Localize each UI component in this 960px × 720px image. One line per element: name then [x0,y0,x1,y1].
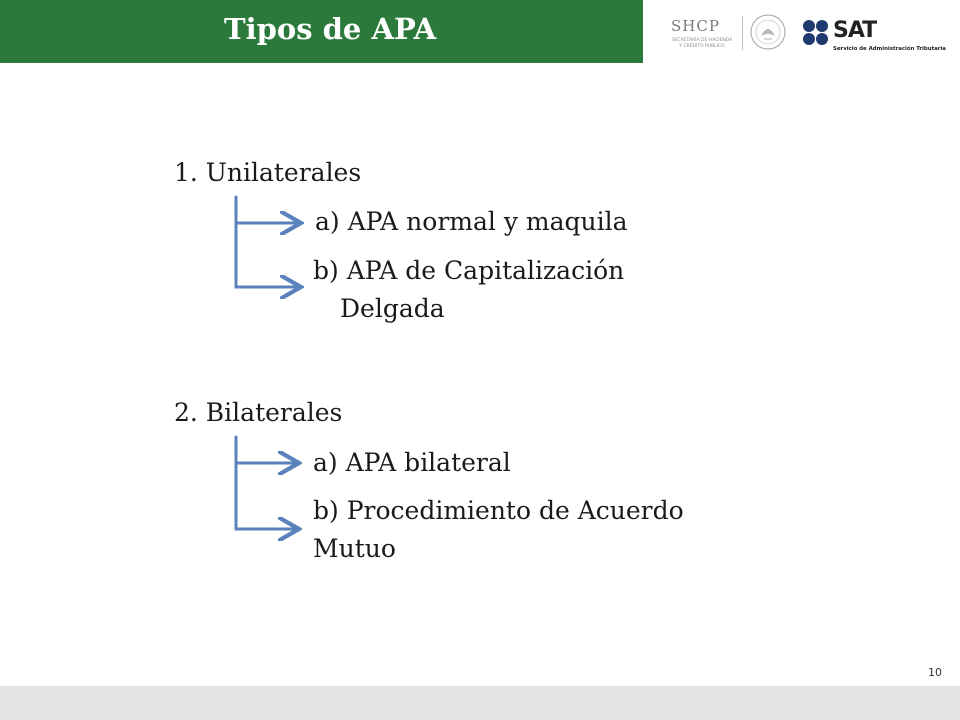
group-heading-unilaterales: 1. Unilaterales [174,158,362,187]
shcp-logo-subtitle: SECRETARÍA DE HACIENDA Y CRÉDITO PÚBLICO [671,38,733,49]
sat-logo-text: SAT [833,18,877,43]
list-item-apa-capitalizacion-cont: Delgada [340,294,445,323]
list-item-procedimiento: b) Procedimiento de Acuerdo [313,496,684,525]
list-item-apa-normal: a) APA normal y maquila [315,207,628,236]
arrow-bilateral-b [236,463,296,529]
footer-band [0,686,960,720]
list-item-apa-bilateral: a) APA bilateral [313,448,511,477]
list-item-procedimiento-cont: Mutuo [313,534,396,563]
shcp-logo-text: SHCP [671,17,720,35]
sat-logo-subtitle: Servicio de Administración Tributaria [833,46,946,52]
group-heading-bilaterales: 2. Bilaterales [174,398,343,427]
page-number: 10 [928,666,942,679]
arrow-unilateral-b [236,223,298,287]
arrow-bilateral-a [236,437,296,463]
slide-title: Tipos de APA [224,12,437,46]
list-item-apa-capitalizacion: b) APA de Capitalización [313,256,625,285]
arrow-unilateral-a [236,197,298,223]
